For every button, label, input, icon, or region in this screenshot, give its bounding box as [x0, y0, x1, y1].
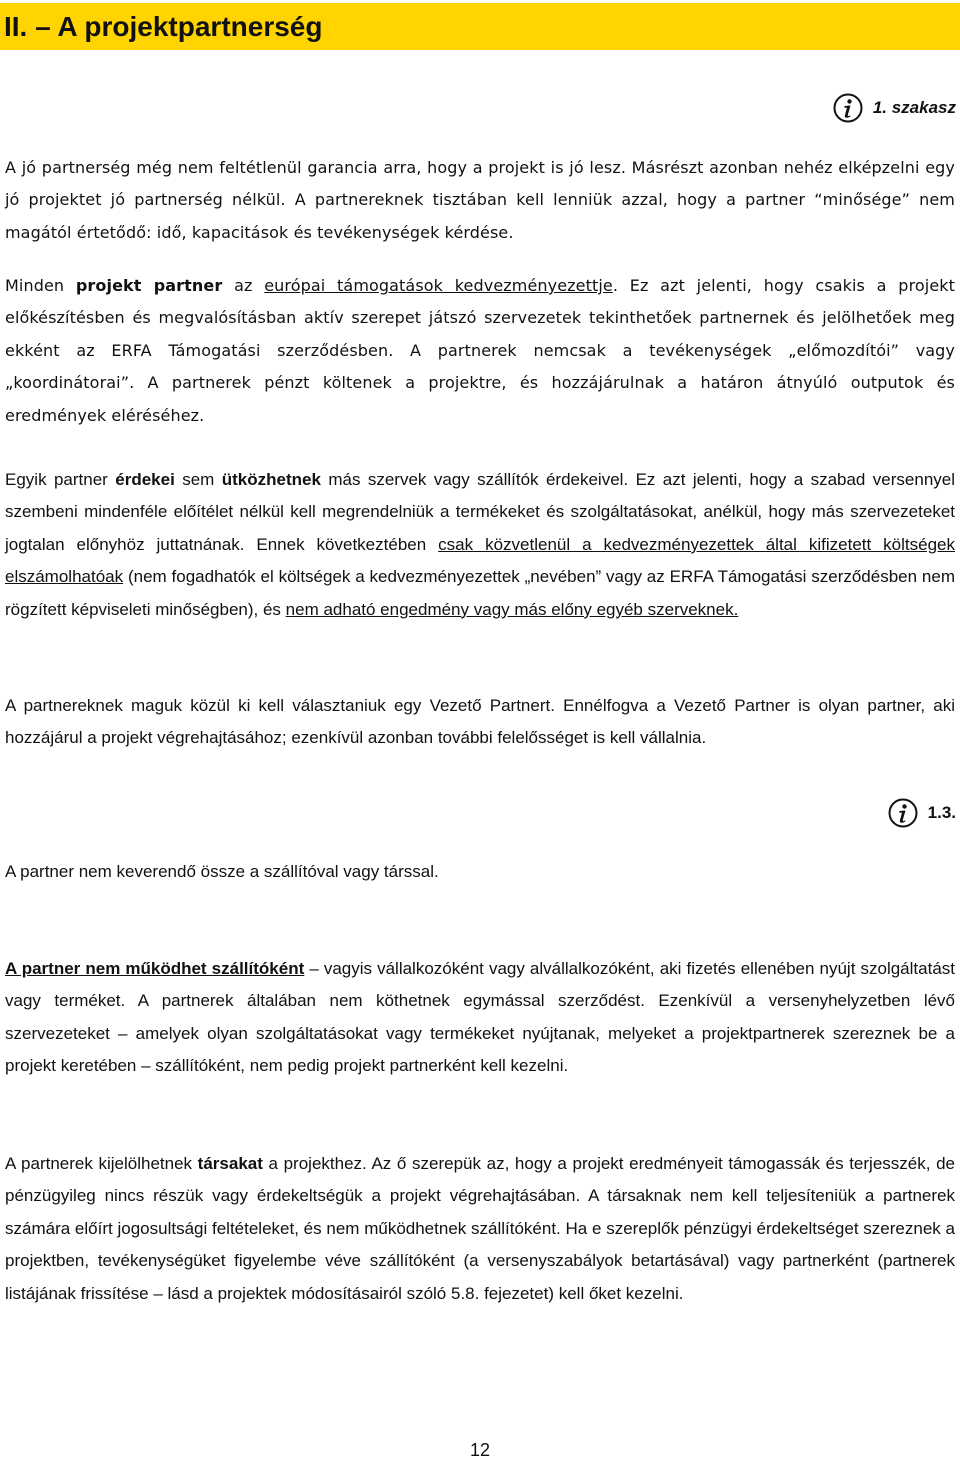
paragraph-supplier-note: A partner nem keverendő össze a szállítóval vagy társsal.: [5, 862, 439, 881]
info-icon: [833, 93, 863, 123]
title-bar: [0, 3, 960, 50]
paragraph-intro: A jó partnerség még nem feltétlenül garancia arra, hogy a projekt is jó lesz. Másrészt azonban nehéz elképzelni egy jó projektet jó partnerség nélkül. A partnereknek tisztában kell lenniük azzal, hogy a partner “minősége” nem magától értetődő: idő, kapacitások és tevékenységek kérdése.: [5, 158, 955, 242]
subsection-reference: [888, 798, 956, 828]
paragraph-beneficiary: Minden projekt partner az európai támogatások kedvezményezettje. Ez azt jelenti, hogy csakis a projekt előkészítésben és megvalósításban aktív szerepet játszó szervezetek tekinthetőek partnernek és jelölhetőek meg ekként az ERFA Támogatási szerződésben. A partnerek nemcsak a tevékenységek „előmozdítói” vagy „koordinátorai”. A partnerek pénzt költenek a projektre, és hozzájárulnak a határon átnyúló outputok és eredmények eléréséhez.: [5, 276, 956, 425]
paragraph-lead-partner: A partnereknek maguk közül ki kell választaniuk egy Vezető Partnert. Ennélfogva a Vezető Partner is olyan partner, aki hozzájárul a projekt végrehajtásához; ezenkívül azonban további felelősséget is kell vállalnia.: [5, 696, 955, 748]
paragraph-not-supplier: A partner nem működhet szállítóként – vagyis vállalkozóként vagy alvállalkozóként, aki fizetés ellenében nyújt szolgáltatást vagy terméket. A partnerek általában nem köthetnek egymással szerződést. Ezenkívül a versenyhelyzetben lévő szervezeteket – amelyek olyan szolgáltatásokat vagy termékeket nyújtanak, melyeket a projektpartnerek szereznek be a projekt keretében – szállítóként, nem pedig projekt partnerként kell kezelni.: [5, 959, 955, 1076]
section-label: 1. szakasz: [872, 98, 956, 117]
paragraph-associates: A partnerek kijelölhetnek társakat a projekthez. Az ő szerepük az, hogy a projekt eredményeit támogassák és terjesszék, de pénzügyileg nincs részük vagy érdekeltségük a projekt végrehajtásában. A társaknak nem kell teljesíteniük a partnerek számára előírt jogosultsági feltételeket, és nem működhetnek szállítóként. Ha e szereplők pénzügyi érdekeltséget szereznek a projektben, tevékenységüket figyelembe véve szállítóként (a versenyszabályok betartásával) vagy partnerként (partnerek listájának frissítése – lásd a projektek módosításairól szóló 5.8. fejezetet) kell őket kezelni.: [5, 1154, 955, 1303]
subsection-label: 1.3.: [927, 803, 956, 822]
paragraph-interests: Egyik partner érdekei sem ütközhetnek más szervek vagy szállítók érdekeivel. Ez azt jelenti, hogy a szabad versennyel szembeni mindenféle előítélet nélkül kell megrendelniük a termékeket és szolgáltatásokat, anélkül, hogy más szervezeteket jogtalan előnyhöz juttatnának. Ennek következtében csak közvetlenül a kedvezményezettek által kifizetett költségek elszámolhatóak (nem fogadhatók el költségek a kedvezményezettek „nevében” vagy az ERFA Támogatási szerződésben nem rögzített képviseleti minőségben), és nem adható engedmény vagy más előny egyéb szerveknek.: [5, 470, 955, 619]
info-icon: [888, 798, 918, 828]
page-number: 12: [469, 1440, 491, 1460]
section-reference: [833, 93, 956, 123]
page-title: II. – A projektpartnerség: [4, 11, 323, 42]
